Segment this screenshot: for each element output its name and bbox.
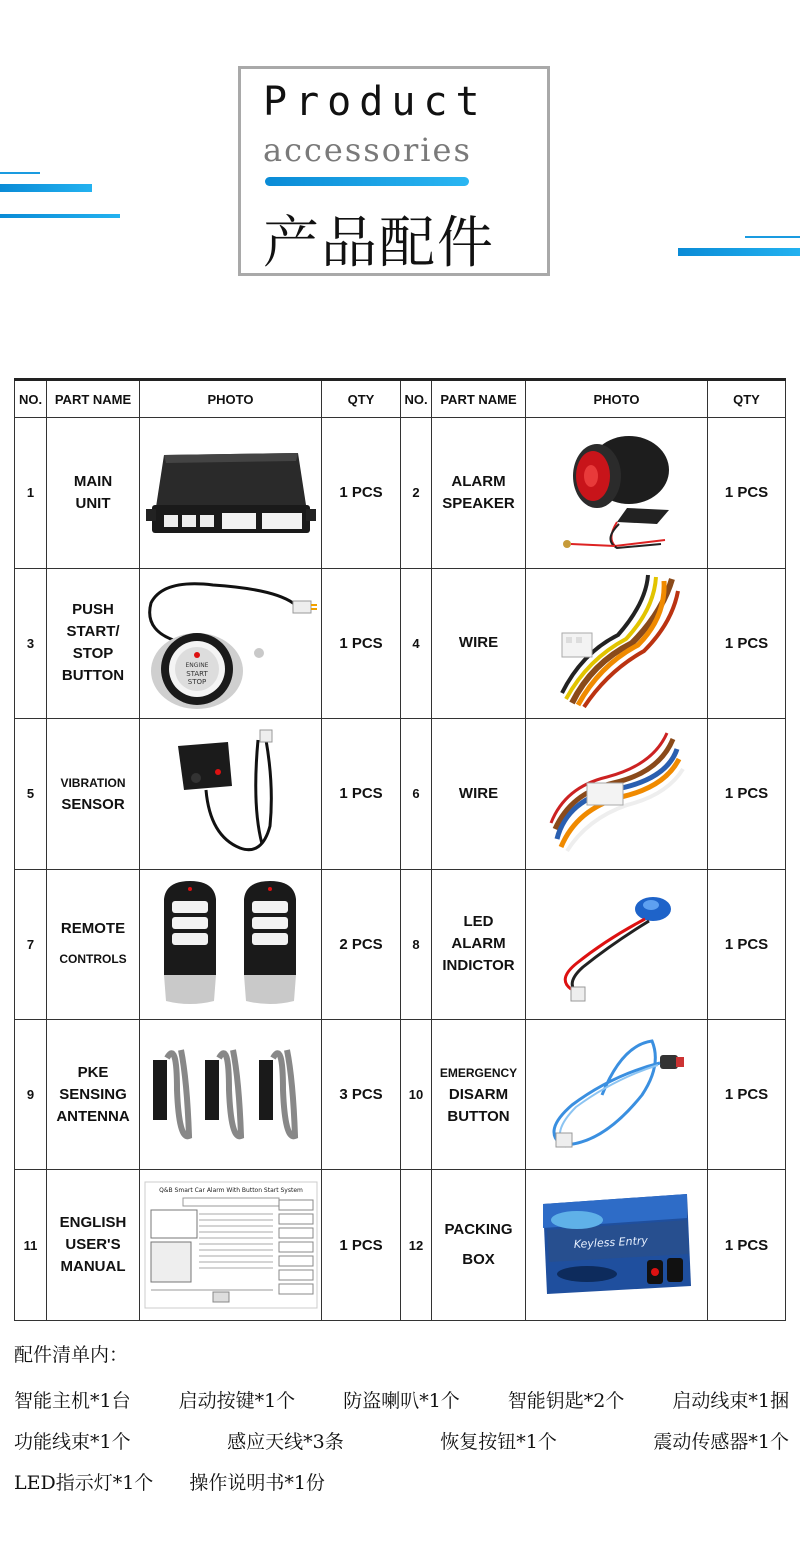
part-name-line: BUTTON xyxy=(447,1107,510,1125)
part-name-line: VIBRATION xyxy=(60,775,126,790)
part-number: 8 xyxy=(401,869,432,1019)
list-item: LED指示灯*1个 xyxy=(14,1472,154,1494)
photo-user-manual xyxy=(140,1170,322,1321)
part-name-line: ALARM xyxy=(451,935,506,953)
packing-box-icon xyxy=(537,1190,697,1300)
part-name-line: STOP xyxy=(72,645,114,663)
part-qty: 1 PCS xyxy=(708,719,786,869)
part-qty: 1 PCS xyxy=(322,719,401,869)
part-name xyxy=(432,1170,526,1321)
part-name-line: MAIN xyxy=(73,472,113,490)
photo-alarm-speaker xyxy=(526,418,708,568)
wire-harness-icon xyxy=(552,573,682,713)
table-row xyxy=(15,1170,786,1321)
part-name-line: INDICTOR xyxy=(442,957,515,975)
part-name-line: ALARM xyxy=(451,472,506,490)
decor-line-left-3 xyxy=(0,172,40,174)
part-number: 10 xyxy=(401,1019,432,1169)
speaker-icon xyxy=(557,428,677,558)
part-qty: 3 PCS xyxy=(322,1019,401,1169)
part-name xyxy=(47,869,140,1019)
part-qty: 1 PCS xyxy=(708,869,786,1019)
part-name-line: CONTROLS xyxy=(59,952,127,967)
list-item: 恢复按钮*1个 xyxy=(440,1431,557,1453)
table-row xyxy=(15,418,786,568)
table-row xyxy=(15,869,786,1019)
header-photo: PHOTO xyxy=(140,380,322,418)
part-name-line: BOX xyxy=(462,1251,495,1269)
part-name xyxy=(47,1019,140,1169)
part-qty: 1 PCS xyxy=(322,1170,401,1321)
part-number: 7 xyxy=(15,869,47,1019)
list-item: 震动传感器*1个 xyxy=(653,1431,789,1453)
led-indicator-icon xyxy=(547,879,687,1009)
part-name-line: REMOTE xyxy=(60,920,126,938)
part-name-line: SENSOR xyxy=(61,795,125,813)
photo-vibration-sensor xyxy=(140,719,322,869)
part-number: 3 xyxy=(15,568,47,718)
decor-line-left-1 xyxy=(0,184,92,192)
button-engine-text: ENGINE xyxy=(185,662,208,670)
decor-line-right-1 xyxy=(678,248,800,256)
box-brand-text: Keyless Entry xyxy=(572,1234,648,1252)
manual-icon xyxy=(143,1180,319,1310)
push-button-icon xyxy=(143,573,319,713)
photo-packing-box xyxy=(526,1170,708,1321)
part-qty: 1 PCS xyxy=(322,418,401,568)
list-item: 操作说明书*1份 xyxy=(189,1472,325,1494)
part-number: 5 xyxy=(15,719,47,869)
parts-table xyxy=(14,378,786,1321)
decor-line-right-2 xyxy=(745,236,800,238)
part-number: 4 xyxy=(401,568,432,718)
part-number: 9 xyxy=(15,1019,47,1169)
part-name xyxy=(47,719,140,869)
part-name-line: ANTENNA xyxy=(56,1107,130,1125)
photo-antenna xyxy=(140,1019,322,1169)
part-name-line: USER'S xyxy=(65,1236,121,1254)
list-item: 功能线束*1个 xyxy=(14,1431,131,1453)
part-name-line: DISARM xyxy=(448,1085,509,1103)
list-item: 智能钥匙*2个 xyxy=(507,1390,625,1412)
header-part-name: PART NAME xyxy=(432,380,526,418)
table-row xyxy=(15,719,786,869)
part-name-line: SPEAKER xyxy=(442,494,515,512)
part-qty: 1 PCS xyxy=(708,1019,786,1169)
list-item: 感应天线*3条 xyxy=(227,1431,344,1453)
part-name-line: EMERGENCY xyxy=(439,1065,518,1080)
part-qty: 1 PCS xyxy=(322,568,401,718)
page-subtitle-english: accessories xyxy=(263,131,472,169)
part-number: 11 xyxy=(15,1170,47,1321)
part-name-line: BUTTON xyxy=(61,667,125,685)
part-number: 12 xyxy=(401,1170,432,1321)
remote-key-icon xyxy=(156,879,306,1009)
table-row xyxy=(15,568,786,718)
title-accent-bar xyxy=(265,177,469,186)
title-box xyxy=(238,66,550,276)
photo-wire-harness xyxy=(526,568,708,718)
photo-emergency-button xyxy=(526,1019,708,1169)
part-name xyxy=(47,568,140,718)
part-name-line: ENGLISH xyxy=(59,1214,127,1232)
list-item: 启动线束*1捆 xyxy=(672,1390,789,1412)
emergency-button-icon xyxy=(542,1035,692,1155)
accessory-list-line xyxy=(14,1468,789,1495)
page-title-english: Product xyxy=(263,79,488,125)
photo-led-indicator xyxy=(526,869,708,1019)
part-name xyxy=(47,418,140,568)
part-name xyxy=(432,869,526,1019)
photo-remote-controls xyxy=(140,869,322,1019)
header-qty: QTY xyxy=(322,380,401,418)
part-name-line: PKE xyxy=(77,1063,109,1081)
part-qty: 1 PCS xyxy=(708,1170,786,1321)
antenna-icon xyxy=(151,1040,311,1150)
part-qty: 2 PCS xyxy=(322,869,401,1019)
button-start-text: START xyxy=(185,670,208,679)
accessory-list-line xyxy=(14,1427,789,1454)
table-row xyxy=(15,1019,786,1169)
part-name xyxy=(432,418,526,568)
decor-line-left-2 xyxy=(0,214,120,218)
part-name-line: PACKING xyxy=(444,1221,513,1239)
part-number: 1 xyxy=(15,418,47,568)
part-name-line: LED xyxy=(463,913,494,931)
header-photo: PHOTO xyxy=(526,380,708,418)
part-name-line: WIRE xyxy=(458,634,499,652)
list-item: 智能主机*1台 xyxy=(14,1390,131,1412)
photo-push-button xyxy=(140,568,322,718)
part-name xyxy=(432,568,526,718)
part-name xyxy=(432,719,526,869)
main-unit-icon xyxy=(146,443,316,543)
vibration-sensor-icon xyxy=(166,726,296,861)
button-stop-text: STOP xyxy=(187,678,206,687)
photo-main-unit xyxy=(140,418,322,568)
part-name-line: PUSH xyxy=(72,601,114,619)
part-name-line: MANUAL xyxy=(60,1258,126,1276)
wire-icon xyxy=(547,729,687,859)
part-name-line: WIRE xyxy=(458,784,499,802)
list-item: 防盗喇叭*1个 xyxy=(343,1390,460,1412)
page-title-chinese: 产品配件 xyxy=(263,211,495,276)
manual-title-text: Q&B Smart Car Alarm With Button Start System xyxy=(158,1187,303,1195)
header-no: NO. xyxy=(401,380,432,418)
header-qty: QTY xyxy=(708,380,786,418)
part-qty: 1 PCS xyxy=(708,568,786,718)
accessory-list-line xyxy=(14,1386,789,1413)
part-number: 2 xyxy=(401,418,432,568)
photo-wire xyxy=(526,719,708,869)
part-name-line: SENSING xyxy=(59,1085,127,1103)
header-no: NO. xyxy=(15,380,47,418)
table-header-row xyxy=(15,380,786,418)
list-item: 启动按键*1个 xyxy=(178,1390,296,1412)
part-qty: 1 PCS xyxy=(708,418,786,568)
part-number: 6 xyxy=(401,719,432,869)
accessory-list-title: 配件清单内： xyxy=(14,1344,129,1366)
part-name xyxy=(47,1170,140,1321)
part-name-line: START/ xyxy=(66,623,120,641)
part-name xyxy=(432,1019,526,1169)
part-name-line: UNIT xyxy=(75,494,111,512)
header-part-name: PART NAME xyxy=(47,380,140,418)
